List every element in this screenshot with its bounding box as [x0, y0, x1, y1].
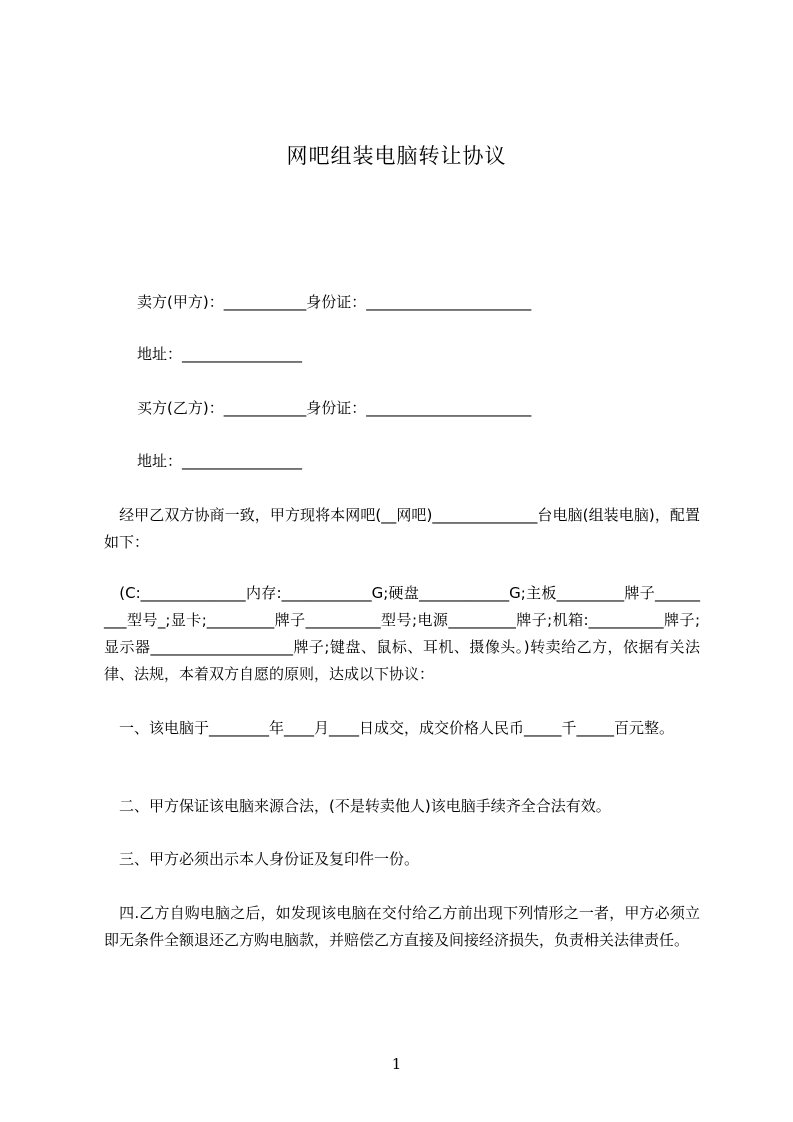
clause-three: 三、甲方必须出示本人身份证及复印件一份。	[104, 850, 420, 868]
buyer-address-line: 地址：________________	[137, 452, 303, 470]
intro-paragraph: 经甲乙双方协商一致，甲方现将本网吧(__网吧)______________台电脑(组装电脑)，配置如下：	[104, 506, 700, 551]
buyer-line: 买方(乙方)：___________身份证：______________________	[137, 399, 532, 417]
clause-four: 四.乙方自购电脑之后，如发现该电脑在交付给乙方前出现下列情形之一者，甲方必须立即无条件全额退还乙方购电脑款，并赔偿乙方直接及间接经济损失，负责枏关法律责任。	[104, 904, 700, 949]
document-title: 网吧组装电脑转让协议	[286, 144, 507, 168]
seller-address-line: 地址：________________	[137, 345, 303, 363]
page-number: 1	[391, 1055, 402, 1073]
configuration-paragraph: (C:______________内存:____________G;硬盘____________G;主板_________牌子_________型号_;显卡;_________牌子__________型号;电源_________牌子;机箱:__________牌子;显示器___________________牌子;键盘、鼠标、耳机、摄像头。)转卖给乙方，依据有关法律、法规，本着双方自愿的原则，达成以下协议：	[104, 584, 700, 683]
seller-line: 卖方(甲方)：___________身份证：______________________	[137, 293, 532, 311]
clause-two: 二、甲方保证该电脑来源合法，(不是转卖他人)该电脑手续齐全合法有效。	[104, 797, 611, 815]
clause-one: 一、该电脑于________年____月____日成交，成交价格人民币_____千_____百元整。	[104, 719, 675, 737]
